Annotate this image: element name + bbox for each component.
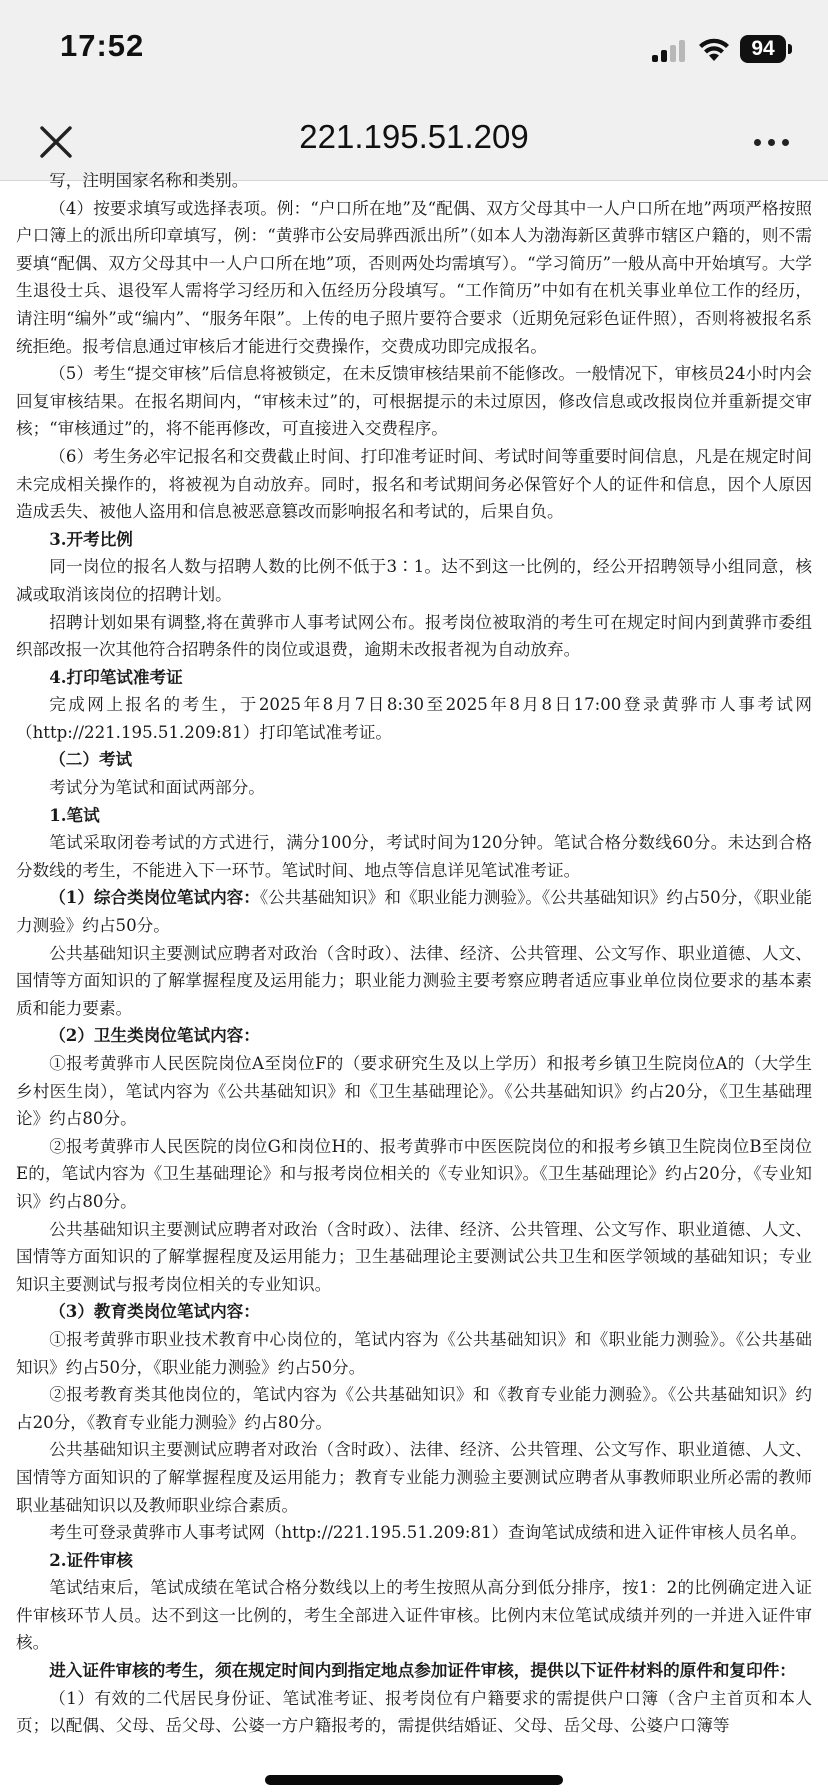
heading-written-test: 1.笔试 (49, 804, 100, 825)
paragraph-health-desc: 公共基础知识主要测试应聘者对政治（含时政）、法律、经济、公共管理、公文写作、职业道德、人文、国情等方面知识的了解掌握程度及运用能力；卫生基础理论主要测试公共卫生和医学领域的基础知识；专业知识主要测试与报考岗位相关的专业知识。 (16, 1219, 812, 1294)
heading-exam: （二）考试 (49, 749, 133, 770)
page-url: 221.195.51.209 (299, 118, 529, 155)
battery-nub (788, 44, 792, 54)
wifi-icon (698, 36, 730, 62)
heading-health-content: （2）卫生类岗位笔试内容： (49, 1025, 260, 1046)
page-content[interactable] (0, 171, 828, 1792)
paragraph-health-a: ①报考黄骅市人民医院岗位A至岗位F的（要求研究生及以上学历）和报考乡镇卫生院岗位A的（大学生乡村医生岗），笔试内容为《公共基础知识》和《卫生基础理论》。《公共基础知识》约占20分，《卫生基础理论》约占80分。 (16, 1054, 812, 1129)
paragraph-print-ticket: 完成网上报名的考生，于2025年8月7日8:30至2025年8月8日17:00登录黄骅市人事考试网（http://221.195.51.209:81）打印笔试准考证。 (16, 695, 812, 742)
paragraph-health-b: ②报考黄骅市人民医院的岗位G和岗位H的、报考黄骅市中医医院岗位的和报考乡镇卫生院岗位B至岗位E的，笔试内容为《卫生基础理论》和与报考岗位相关的《专业知识》。《卫生基础理论》约占20分，《专业知识》约占80分。 (16, 1136, 812, 1211)
heading-certificate-review: 2.证件审核 (49, 1549, 133, 1570)
paragraph-exam: 考试分为笔试和面试两部分。 (49, 778, 265, 798)
heading-exam-ratio: 3.开考比例 (49, 528, 133, 549)
paragraph-certificate-review: 笔试结束后，笔试成绩在笔试合格分数线以上的考生按照从高分到低分排序，按1：2的比例确定进入证件审核环节人员。达不到这一比例的，考生全部进入证件审核。比例内末位笔试成绩并列的一并进入证件审核。 (16, 1578, 812, 1653)
status-bar (0, 0, 828, 100)
heading-education-content: （3）教育类岗位笔试内容： (49, 1301, 260, 1322)
paragraph-certificate-item-1: （1）有效的二代居民身份证、笔试准考证、报考岗位有户籍要求的需提供户口簿（含户主首页和本人页；以配偶、父母、岳父母、公婆一方户籍报考的，需提供结婚证、父母、岳父母、公婆户口簿等 (16, 1688, 812, 1736)
paragraph-general-desc: 公共基础知识主要测试应聘者对政治（含时政）、法律、经济、公共管理、公文写作、职业道德、人文、国情等方面知识的了解掌握程度及运用能力；职业能力测验主要考察应聘者适应事业单位岗位要求的基本素质和能力要素。 (16, 943, 812, 1018)
article-body (16, 167, 812, 1740)
heading-print-ticket: 4.打印笔试准考证 (49, 666, 183, 687)
paragraph-ratio-2: 招聘计划如果有调整,将在黄骅市人事考试网公布。报考岗位被取消的考生可在规定时间内到黄骅市委组织部改报一次其他符合招聘条件的岗位或退费，逾期未改报者视为自动放弃。 (16, 612, 812, 660)
general-content-body: 《公共基础知识》和《职业能力测验》。《公共基础知识》约占50分，《职业能力测验》约占50分。 (16, 888, 812, 936)
paragraph-education-b: ②报考教育类其他岗位的，笔试内容为《公共基础知识》和《教育专业能力测验》。《公共基础知识》约占20分，《教育专业能力测验》约占80分。 (16, 1385, 812, 1432)
paragraph-score-query: 考生可登录黄骅市人事考试网（http://221.195.51.209:81）查询笔试成绩和进入证件审核人员名单。 (49, 1523, 807, 1543)
paragraph-education-a: ①报考黄骅市职业技术教育中心岗位的，笔试内容为《公共基础知识》和《职业能力测验》。《公共基础知识》约占50分，《职业能力测验》约占50分。 (16, 1329, 812, 1377)
paragraph-general-content (16, 884, 812, 939)
home-indicator[interactable] (265, 1775, 563, 1785)
paragraph-4: （4）按要求填写或选择表项。例：“户口所在地”及“配偶、双方父母其中一人户口所在地”两项严格按照户口簿上的派出所印章填写，例：“黄骅市公安局骅西派出所”（如本人为渤海新区黄骅市辖区户籍的，则不需要填“配偶、双方父母其中一人户口所在地”项，否则两处均需填写）。“学习简历”一般从高中开始填写。大学生退役士兵、退役军人需将学习经历和入伍经历分段填写。“工作简历”中如有在机关事业单位工作的经历，请注明“编外”或“编内”、“服务年限”。上传的电子照片要符合要求（近期免冠彩色证件照），否则将被报名系统拒绝。报考信息通过审核后才能进行交费操作，交费成功即完成报名。 (16, 198, 812, 356)
paragraph-written-test: 笔试采取闭卷考试的方式进行，满分100分，考试时间为120分钟。笔试合格分数线60分。未达到合格分数线的考生，不能进入下一环节。笔试时间、地点等信息详见笔试准考证。 (16, 833, 812, 880)
paragraph-6: （6）考生务必牢记报名和交费截止时间、打印准考证时间、考试时间等重要时间信息，凡是在规定时间未完成相关操作的，将被视为自动放弃。同时，报名和考试期间务必保管好个人的证件和信息，因个人原因造成丢失、被他人盗用和信息被恶意篡改而影响报名和考试的，后果自负。 (16, 446, 812, 522)
general-content-title: （1）综合类岗位笔试内容： (49, 887, 260, 908)
battery-indicator: 94 (740, 35, 786, 63)
close-icon[interactable] (34, 120, 78, 164)
paragraph-ratio-1: 同一岗位的报名人数与招聘人数的比例不低于3∶1。达不到这一比例的，经公开招聘领导小组同意，核减或取消该岗位的招聘计划。 (16, 557, 812, 604)
more-options-icon[interactable] (748, 120, 796, 164)
paragraph-5: （5）考生“提交审核”后信息将被锁定，在未反馈审核结果前不能修改。一般情况下，审核员24小时内会回复审核结果。在报名期间内，“审核未过”的，可根据提示的未过原因，修改信息或改报岗位并重新提交审核；“审核通过”的，将不能再修改，可直接进入交费程序。 (16, 364, 812, 439)
paragraph-certificate-materials: 进入证件审核的考生，须在规定时间内到指定地点参加证件审核，提供以下证件材料的原件和复印件： (49, 1660, 796, 1681)
cut-off-paragraph: 写，注明国家名称和类别。 (49, 171, 249, 190)
status-time: 17:52 (60, 28, 145, 63)
cellular-signal-icon (652, 40, 686, 62)
paragraph-education-desc: 公共基础知识主要测试应聘者对政治（含时政）、法律、经济、公共管理、公文写作、职业道德、人文、国情等方面知识的了解掌握程度及运用能力；教育专业能力测验主要测试应聘者从事教师职业所必需的教师职业基础知识以及教师职业综合素质。 (16, 1440, 812, 1515)
